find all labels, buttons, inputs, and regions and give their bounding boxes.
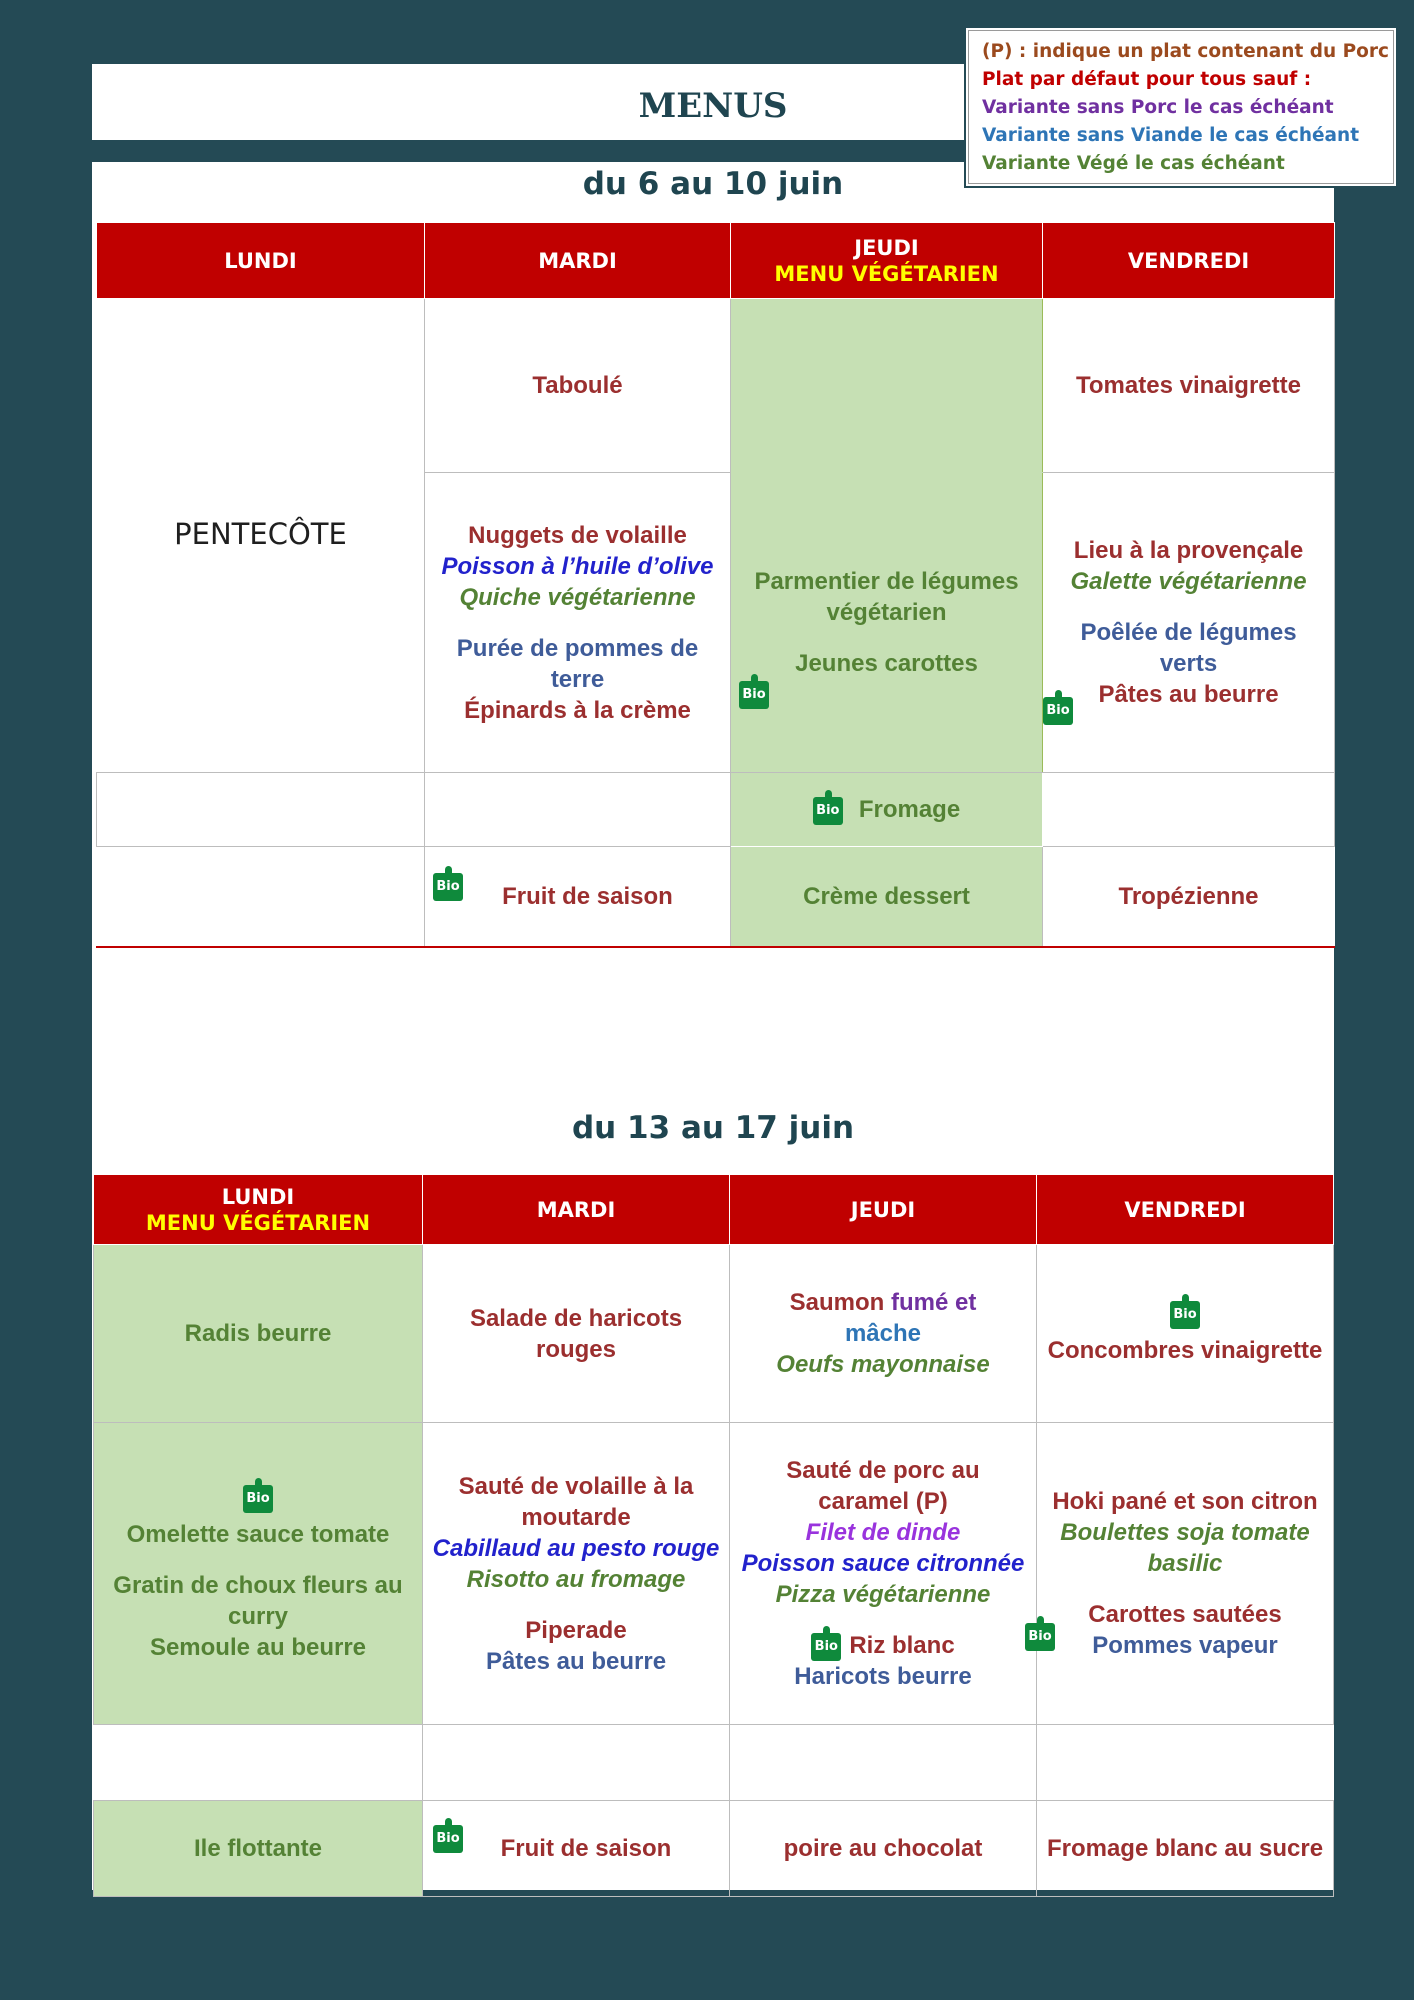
week2-vendredi-entree-cell — [1037, 1245, 1334, 1423]
page-title: MENUS — [638, 86, 788, 126]
week2-jeudi-sans-porc: Filet de dinde — [805, 1519, 961, 1546]
week2-jeudi-side1: Riz blanc — [849, 1632, 955, 1659]
week1-mardi-side2: Épinards à la crème — [464, 696, 691, 724]
week2-lundi-dessert-cell — [94, 1801, 423, 1897]
week2-jeudi-entree-c: mâche — [844, 1320, 922, 1347]
week2-jeudi-gap-cell — [730, 1725, 1037, 1801]
bio-icon: Bio — [1170, 1301, 1200, 1329]
week2-mardi-sans-viande: Cabillaud au pesto rouge — [432, 1534, 720, 1562]
week2-vendredi-plat-cell — [1028, 1423, 1334, 1725]
week1-header-mardi: MARDI — [425, 223, 731, 299]
week1-vendredi-vege: Galette végétarienne — [1070, 568, 1307, 595]
legend-vege: Variante Végé le cas échéant — [982, 153, 1285, 174]
week1-mardi-plat-cell — [425, 473, 731, 773]
week2-header-lundi — [94, 1175, 423, 1245]
week2-jeudi-plat-cell — [730, 1423, 1037, 1725]
week2-jeudi-entree-b: fumé et — [890, 1289, 977, 1316]
week2-vendredi-vege: Boulettes soja tomate basilic — [1060, 1519, 1310, 1577]
week2-mardi-entree-cell — [423, 1245, 730, 1423]
bio-icon: Bio — [1043, 697, 1073, 725]
week2-jeudi-vege: Pizza végétarienne — [775, 1581, 991, 1608]
week1-mardi-fromage-cell — [425, 773, 731, 847]
bio-icon: Bio — [1025, 1623, 1055, 1651]
week2-jeudi-entree-vege: Oeufs mayonnaise — [776, 1351, 990, 1378]
week2-mardi-vege: Risotto au fromage — [466, 1565, 686, 1593]
week1-mardi-entree-cell — [425, 299, 731, 473]
week1-vendredi-side1: Poêlée de légumes verts — [1080, 619, 1297, 677]
week2-lundi-plat-cell — [94, 1423, 423, 1725]
week1-jeudi-plat-cell — [731, 473, 1043, 773]
week2-table — [93, 1174, 1334, 1897]
week1-vendredi-dessert-cell — [1043, 847, 1335, 947]
week1-title: du 6 au 10 juin — [582, 166, 844, 202]
week2-vendredi-dessert: Fromage blanc au sucre — [1046, 1835, 1324, 1862]
legend-porc: (P) : indique un plat contenant du Porc — [982, 41, 1389, 62]
week1-vendredi-plat: Lieu à la provençale — [1073, 537, 1304, 564]
week2-vendredi-plat: Hoki pané et son citron — [1052, 1488, 1318, 1515]
week2-jeudi-entree-a: Saumon — [789, 1289, 891, 1316]
week2-mardi-side2: Pâtes au beurre — [485, 1647, 667, 1675]
week2-mardi-gap-cell — [423, 1725, 730, 1801]
bio-icon: Bio — [813, 797, 843, 825]
week2-header-mardi: MARDI — [423, 1175, 730, 1245]
week2-vendredi-entree: Concombres vinaigrette — [1047, 1337, 1323, 1364]
week1-mardi-entree: Taboulé — [532, 372, 623, 399]
legend-sans-viande: Variante sans Viande le cas échéant — [982, 125, 1360, 146]
week1-jeudi-plat: Parmentier de légumes végétarien — [754, 568, 1019, 626]
week2-jeudi-dessert: poire au chocolat — [783, 1835, 983, 1862]
week2-mardi-side1: Piperade — [525, 1616, 627, 1644]
week1-header-lundi: LUNDI — [97, 223, 425, 299]
week2-vendredi-gap-cell — [1037, 1725, 1334, 1801]
week1-mardi-vege: Quiche végétarienne — [459, 583, 696, 611]
week1-mardi-side1: Purée de pommes de terre — [456, 634, 699, 693]
week2-mardi-plat-cell — [423, 1423, 730, 1725]
week1-vendredi-plat-cell — [1043, 473, 1335, 773]
week2-lundi-dessert: Ile flottante — [193, 1835, 322, 1862]
week1-header-vendredi: VENDREDI — [1043, 223, 1335, 299]
legend-box — [964, 26, 1398, 188]
week2-lundi-side2: Semoule au beurre — [149, 1633, 367, 1661]
week1-lundi-fromage-cell — [97, 773, 425, 847]
week1-header-jeudi — [731, 223, 1043, 299]
week1-jeudi-dessert: Crème dessert — [803, 882, 970, 910]
bio-icon: Bio — [433, 873, 463, 901]
week2-lundi-side1: Gratin de choux fleurs au curry — [113, 1571, 403, 1630]
week1-mardi-dessert: Fruit de saison — [502, 882, 673, 910]
week2-jeudi-entree-cell — [730, 1245, 1037, 1423]
week1-vendredi-entree: Tomates vinaigrette — [1076, 372, 1301, 399]
week2-mardi-entree: Salade de haricots rouges — [469, 1304, 683, 1363]
week2-mardi-plat: Sauté de volaille à la moutarde — [458, 1472, 694, 1531]
bio-icon: Bio — [243, 1485, 273, 1513]
bio-icon: Bio — [811, 1633, 841, 1661]
week1-lundi-dessert-cell — [97, 847, 425, 947]
week1-header-jeudi-label: JEUDI — [854, 235, 919, 260]
week2-jeudi-side2: Haricots beurre — [794, 1663, 972, 1690]
week2-jeudi-sans-viande: Poisson sauce citronnée — [741, 1550, 1025, 1577]
week2-title: du 13 au 17 juin — [571, 1110, 855, 1146]
week2-jeudi-plat: Sauté de porc au caramel (P) — [786, 1457, 980, 1515]
week1-header-jeudi-tag: MENU VÉGÉTARIEN — [774, 261, 999, 286]
week1-mardi-plat: Nuggets de volaille — [468, 521, 687, 549]
week2-header-jeudi: JEUDI — [730, 1175, 1037, 1245]
week1-jeudi-dessert-cell — [731, 847, 1043, 947]
week1-jeudi-fromage: Fromage — [858, 796, 961, 823]
week1-mardi-sans-viande: Poisson à l’huile d’olive — [441, 552, 714, 580]
week1-mardi-dessert-cell — [425, 847, 731, 947]
legend-default: Plat par défaut pour tous sauf : — [982, 69, 1312, 90]
week1-vendredi-side2: Pâtes au beurre — [1098, 681, 1279, 708]
week1-vendredi-entree-cell — [1043, 299, 1335, 473]
menu-sheet — [92, 64, 1334, 1890]
week2-mardi-dessert: Fruit de saison — [500, 1835, 672, 1862]
week1-vendredi-fromage-cell — [1043, 773, 1335, 847]
week1-lundi-cell — [97, 299, 425, 773]
legend-sans-porc: Variante sans Porc le cas échéant — [982, 97, 1334, 118]
week2-header-vendredi: VENDREDI — [1037, 1175, 1334, 1245]
week1-lundi-holiday: PENTECÔTE — [174, 517, 347, 551]
week2-header-lundi-label: LUNDI — [221, 1184, 295, 1209]
week2-vendredi-side1: Carottes sautées — [1088, 1601, 1282, 1628]
week2-mardi-dessert-cell — [423, 1801, 730, 1897]
week2-lundi-entree-cell — [94, 1245, 423, 1423]
week1-jeudi-entree-cell — [731, 299, 1043, 473]
week1-jeudi-side: Jeunes carottes — [795, 650, 978, 677]
week2-jeudi-dessert-cell — [730, 1801, 1037, 1897]
week2-header-lundi-tag: MENU VÉGÉTARIEN — [145, 1210, 371, 1235]
week1-vendredi-dessert: Tropézienne — [1118, 882, 1259, 910]
week2-vendredi-side2: Pommes vapeur — [1092, 1632, 1278, 1659]
week2-lundi-entree: Radis beurre — [184, 1320, 332, 1347]
week1-jeudi-fromage-cell — [731, 773, 1043, 847]
bio-icon: Bio — [739, 681, 769, 709]
week2-lundi-gap-cell — [94, 1725, 423, 1801]
week2-vendredi-dessert-cell — [1037, 1801, 1334, 1897]
bio-icon: Bio — [433, 1825, 463, 1853]
week2-lundi-plat: Omelette sauce tomate — [126, 1520, 390, 1548]
week1-table — [96, 222, 1335, 948]
